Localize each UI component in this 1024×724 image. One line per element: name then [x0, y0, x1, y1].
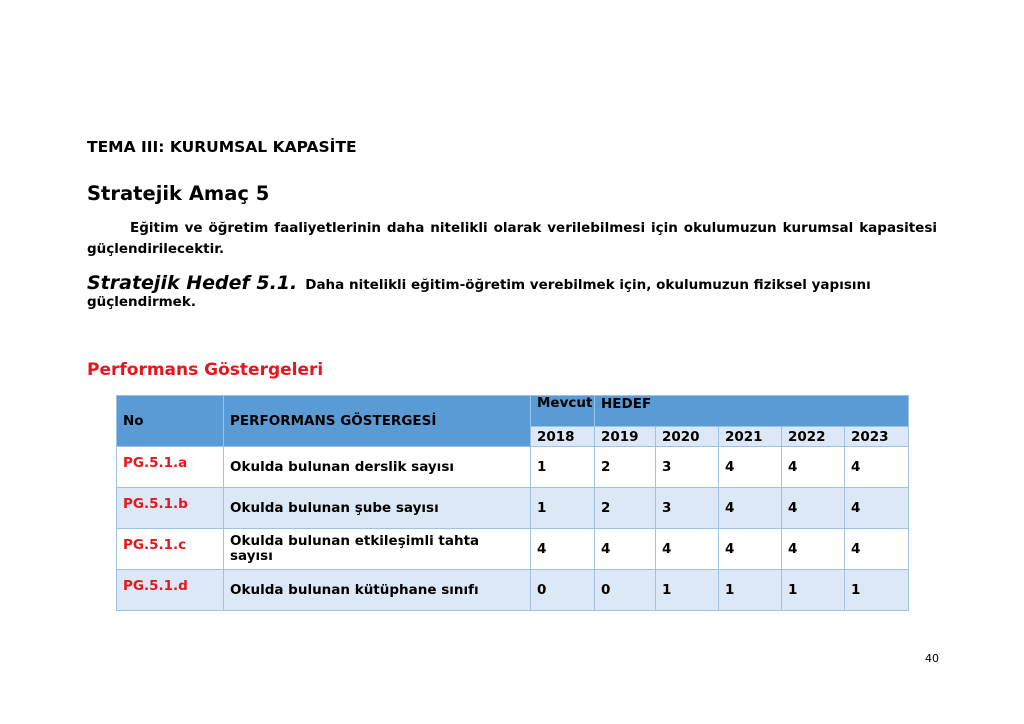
performance-indicators-table [116, 395, 909, 611]
year-cell: 2023 [845, 427, 909, 447]
value-cell: 4 [531, 529, 595, 570]
year-cell: 2018 [531, 427, 595, 447]
year-cell: 2021 [719, 427, 782, 447]
header-no: No [117, 396, 224, 447]
value-cell: 3 [656, 488, 719, 529]
value-cell: 1 [782, 570, 845, 611]
value-cell: 1 [531, 488, 595, 529]
header-indicator: PERFORMANS GÖSTERGESİ [224, 396, 531, 447]
value-cell: 1 [719, 570, 782, 611]
indicator-name: Okulda bulunan etkileşimli tahta sayısı [224, 529, 531, 570]
year-cell: 2020 [656, 427, 719, 447]
header-mevcut-label: Mevcut [537, 395, 593, 411]
header-mevcut [531, 396, 595, 427]
value-cell: 4 [782, 447, 845, 488]
table-row [117, 488, 909, 529]
table-row [117, 570, 909, 611]
value-cell: 1 [845, 570, 909, 611]
value-cell: 4 [782, 529, 845, 570]
value-cell: 2 [595, 488, 656, 529]
strategic-target-text: Daha nitelikli eğitim-öğretim verebilmek için, okulumuzun fiziksel yapısını güçlendirmek. [87, 277, 871, 310]
year-cell: 2019 [595, 427, 656, 447]
value-cell: 4 [595, 529, 656, 570]
strategic-goal-text: Eğitim ve öğretim faaliyetlerinin daha nitelikli olarak verilebilmesi için okulumuzun kurumsal kapasitesi güçlendirilecektir. [87, 220, 937, 257]
theme-heading: TEMA III: KURUMSAL KAPASİTE [87, 138, 357, 156]
value-cell: 4 [782, 488, 845, 529]
value-cell: 4 [719, 447, 782, 488]
indicator-name: Okulda bulunan şube sayısı [224, 488, 531, 529]
strategic-target [87, 272, 937, 311]
value-cell: 2 [595, 447, 656, 488]
strategic-goal-title: Stratejik Amaç 5 [87, 182, 270, 205]
indicator-code: PG.5.1.d [117, 570, 224, 611]
year-cell: 2022 [782, 427, 845, 447]
value-cell: 4 [719, 488, 782, 529]
value-cell: 4 [845, 529, 909, 570]
indicator-name: Okulda bulunan kütüphane sınıfı [224, 570, 531, 611]
indicator-code: PG.5.1.a [117, 447, 224, 488]
value-cell: 1 [531, 447, 595, 488]
table-row [117, 529, 909, 570]
indicator-name: Okulda bulunan derslik sayısı [224, 447, 531, 488]
table-header-row [117, 396, 909, 427]
value-cell: 4 [656, 529, 719, 570]
indicator-code: PG.5.1.c [117, 529, 224, 570]
value-cell: 1 [656, 570, 719, 611]
value-cell: 4 [719, 529, 782, 570]
header-hedef: HEDEF [595, 396, 909, 427]
value-cell: 3 [656, 447, 719, 488]
performance-indicators-heading: Performans Göstergeleri [87, 360, 324, 380]
value-cell: 0 [595, 570, 656, 611]
strategic-target-label: Stratejik Hedef 5.1. [87, 272, 298, 294]
page-number: 40 [925, 652, 939, 665]
table-row [117, 447, 909, 488]
value-cell: 0 [531, 570, 595, 611]
value-cell: 4 [845, 447, 909, 488]
indicator-code: PG.5.1.b [117, 488, 224, 529]
value-cell: 4 [845, 488, 909, 529]
